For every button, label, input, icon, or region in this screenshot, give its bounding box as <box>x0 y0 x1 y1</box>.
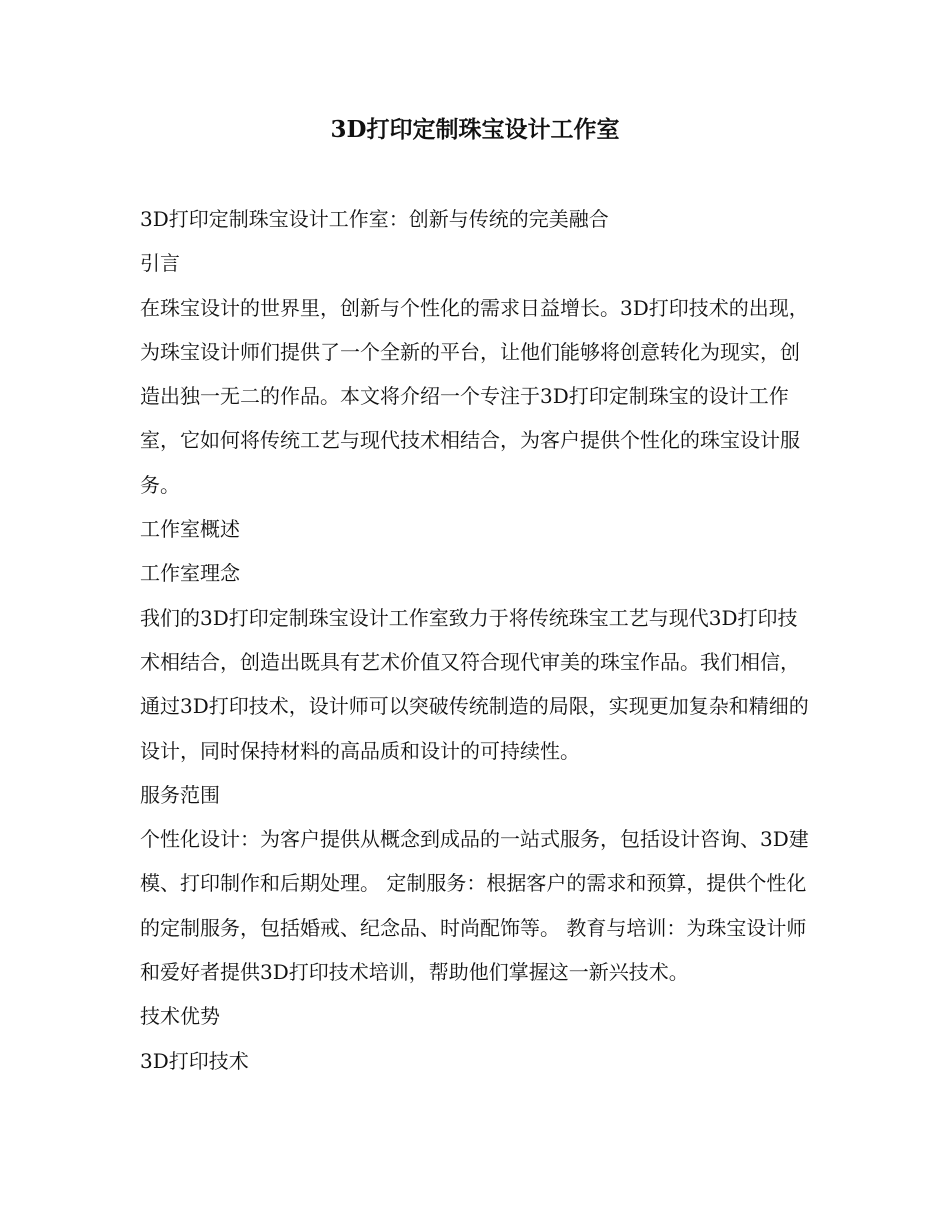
paragraph-studio-philosophy: 我们的3D打印定制珠宝设计工作室致力于将传统珠宝工艺与现代3D打印技术相结合，创造出既具有艺术价值又符合现代审美的珠宝作品。我们相信，通过3D打印技术，设计师可以突破传统制造的局限，实现更加复杂和精细的设计，同时保持材料的高品质和设计的可持续性。 <box>140 605 809 763</box>
document-title: 3D打印定制珠宝设计工作室 <box>330 116 620 143</box>
section-heading-introduction: 引言 <box>140 251 180 276</box>
section-heading-3d-printing-technology: 3D打印技术 <box>140 1048 249 1073</box>
document-body <box>140 197 812 1083</box>
section-heading-technical-advantages: 技术优势 <box>140 1004 220 1029</box>
section-heading-service-scope: 服务范围 <box>140 782 220 807</box>
section-heading-studio-overview: 工作室概述 <box>140 517 240 542</box>
document-subtitle: 3D打印定制珠宝设计工作室：创新与传统的完美融合 <box>140 207 609 231</box>
paragraph-service-scope: 个性化设计：为客户提供从概念到成品的一站式服务，包括设计咨询、3D建模、打印制作和后期处理。 定制服务：根据客户的需求和预算，提供个性化的定制服务，包括婚戒、纪念品、时尚配饰等。 教育与培训：为珠宝设计师和爱好者提供3D打印技术培训，帮助他们掌握这一新兴技术。 <box>140 827 809 985</box>
paragraph-introduction: 在珠宝设计的世界里，创新与个性化的需求日益增长。3D打印技术的出现，为珠宝设计师们提供了一个全新的平台，让他们能够将创意转化为现实，创造出独一无二的作品。本文将介绍一个专注于3D打印定制珠宝的设计工作室，它如何将传统工艺与现代技术相结合，为客户提供个性化的珠宝设计服务。 <box>140 295 809 497</box>
section-heading-studio-philosophy: 工作室理念 <box>140 561 240 586</box>
